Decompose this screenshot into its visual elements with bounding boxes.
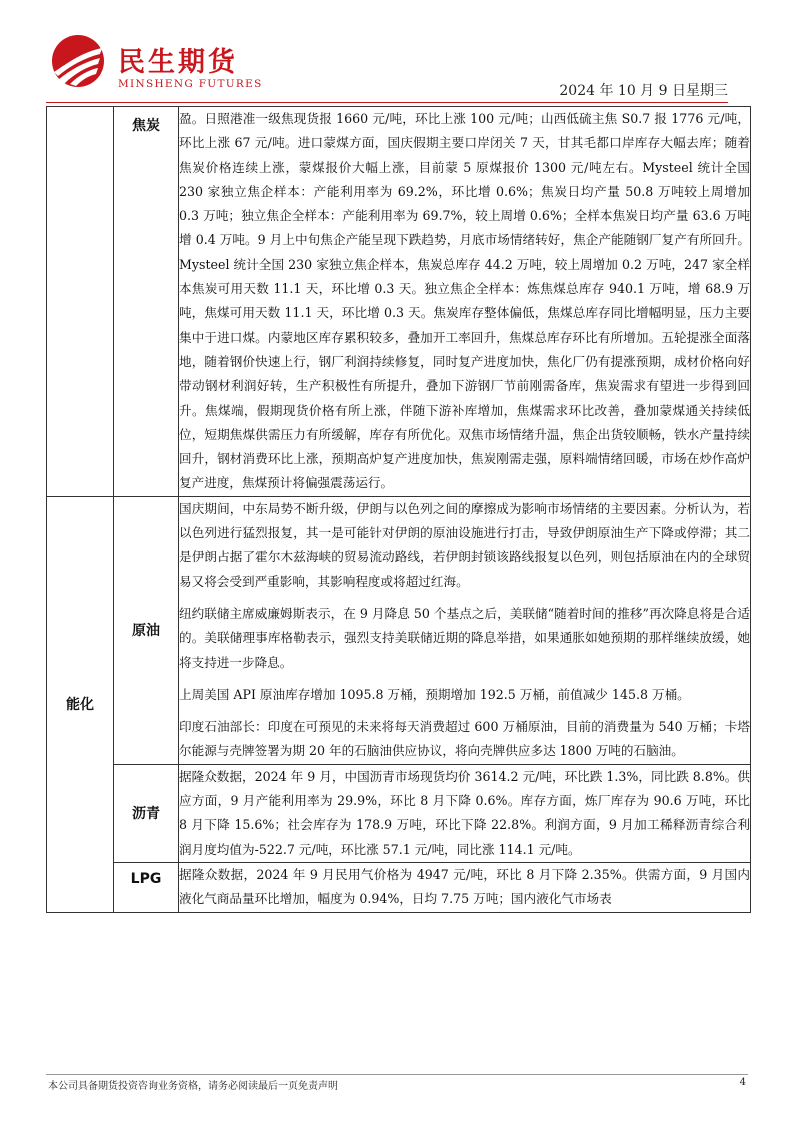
coke-paragraph: 盈。日照港准一级焦现货报 1660 元/吨，环比上涨 100 元/吨；山西低硫主焦 S0.7 报 1776 元/吨，环比上涨 67 元/吨。进口蒙煤方面，国庆假期主要口岸闭关 7 天，甘其毛都口岸库存大幅去库；随着焦炭价格连续上涨，蒙煤报价大幅上涨，目前蒙 5 原煤报价 1300 元/吨左右。Mysteel 统计全国 230 家独立焦企样本：产能利用率为 69.2%，环比增 0.6%；焦炭日均产量 50.8 万吨较上周增加 0.3 万吨；独立焦企全样本：产能利用率为 69.7%，较上周增 0.6%；全样本焦炭日均产量 63.6 万吨增 0.4 万吨。9 月上中旬焦企产能呈现下跌趋势，月底市场情绪转好，焦企产能随钢厂复产有所回升。Mysteel 统计全国 230 家独立焦企样本，焦炭总库存 44.2 万吨，较上周增加 0.2 万吨，247 家全样本焦炭可用天数 11.1 天，环比增 0.3 天。独立焦企全样本：炼焦煤总库存 940.1 万吨，增 68.9 万吨，焦煤可用天数 11.1 天，环比增 0.3 天。焦炭库存整体偏低，焦煤总库存同比增幅明显，压力主要集中于进口煤。内蒙地区库存累积较多，叠加开工率回升，焦煤总库存环比有所增加。五轮提涨全面落地，随着钢价快速上行，钢厂利润持续修复，同时复产进度加快，焦化厂仍有提涨预期，成材价格向好带动钢材利润好转，生产积极性有所提升，叠加下游钢厂节前刚需备库，焦炭需求有望进一步得到回升。焦煤端，假期现货价格有所上涨，伴随下游补库增加，焦煤需求环比改善，叠加蒙煤通关持续低位，短期焦煤供需压力有所缓解，库存有所优化。双焦市场情绪升温，焦企出货较顺畅，铁水产量持续回升，钢材消费环比上涨，预期高炉复产进度加快，焦炭刚需走强，原料端情绪回暖，市场在炒作高炉复产进度，焦煤预计将偏强震荡运行。 xyxy=(179,111,750,491)
commodity-table xyxy=(46,106,751,913)
commodity-text-lpg xyxy=(179,862,751,912)
page-header xyxy=(0,0,794,110)
footer-divider xyxy=(46,1074,748,1075)
crude-paragraph-2: 纽约联储主席威廉姆斯表示，在 9 月降息 50 个基点之后，美联储“随着时间的推移”再次降息将是合适的。美联储理事库格勒表示，强烈支持美联储近期的降息举措，如果通胀如她预期的那样继续放缓，她将支持进一步降息。 xyxy=(179,605,750,670)
crude-paragraph-3: 上周美国 API 原油库存增加 1095.8 万桶，预期增加 192.5 万桶，前值减少 145.8 万桶。 xyxy=(179,686,690,702)
commodity-label-crude: 原油 xyxy=(114,496,179,764)
commodity-text-coke xyxy=(179,107,751,497)
brand-name: 民生期货 xyxy=(118,47,238,78)
commodity-label-coke: 焦炭 xyxy=(114,107,179,497)
category-label-energy: 能化 xyxy=(47,496,114,912)
crude-paragraph-4: 印度石油部长：印度在可预见的未来将每天消费超过 600 万桶原油，目前的消费量为 540 万桶；卡塔尔能源与壳牌签署为期 20 年的石脑油供应协议，将向壳牌供应多达 1800 万吨的石脑油。 xyxy=(179,719,750,759)
footer-disclaimer: 本公司具备期货投资咨询业务资格，请务必阅读最后一页免责声明 xyxy=(48,1081,338,1092)
crude-paragraph-1: 国庆期间，中东局势不断升级，伊朗与以色列之间的摩擦成为影响市场情绪的主要因素。分析认为，若以色列进行猛烈报复，其一是可能针对伊朗的原油设施进行打击，导致伊朗原油生产下降或停滞；其二是伊朗占据了霍尔木兹海峡的贸易流动路线，若伊朗封锁该路线报复以色列，则包括原油在内的全球贸易又将会受到严重影响，其影响程度或将超过红海。 xyxy=(179,500,750,589)
commodity-text-crude xyxy=(179,496,751,764)
page-number: 4 xyxy=(739,1077,746,1088)
minsheng-logo-icon xyxy=(48,34,108,88)
table-row-crude xyxy=(47,496,751,764)
asphalt-paragraph: 据隆众数据，2024 年 9 月，中国沥青市场现货均价 3614.2 元/吨，环比跌 1.3%，同比跌 8.8%。供应方面，9 月产能利用率为 29.9%，环比 8 月下降 0.6%。库存方面，炼厂库存为 90.6 万吨，环比 8 月下降 15.6%；社会库存为 178.9 万吨，环比下降 22.8%。利润方面，9 月加工稀释沥青综合利润月度均值为-522.7 元/吨，环比涨 57.1 元/吨，同比涨 114.1 元/吨。 xyxy=(179,768,750,857)
table-row-asphalt xyxy=(47,764,751,862)
category-cell-empty xyxy=(47,107,114,497)
lpg-paragraph: 据隆众数据，2024 年 9 月民用气价格为 4947 元/吨，环比 8 月下降 2.35%。供需方面，9 月国内液化气商品量环比增加，幅度为 0.94%，日均 7.75 万吨；国内液化气市场表 xyxy=(179,866,750,907)
table-row-coke xyxy=(47,107,751,497)
brand-name-english: MINSHENG FUTURES xyxy=(118,78,263,90)
commodity-label-asphalt: 沥青 xyxy=(114,764,179,862)
table-row-lpg xyxy=(47,862,751,912)
header-divider xyxy=(46,102,728,103)
commodity-label-lpg: LPG xyxy=(114,862,179,912)
report-date: 2024 年 10 月 9 日星期三 xyxy=(559,83,728,99)
commodity-text-asphalt xyxy=(179,764,751,862)
